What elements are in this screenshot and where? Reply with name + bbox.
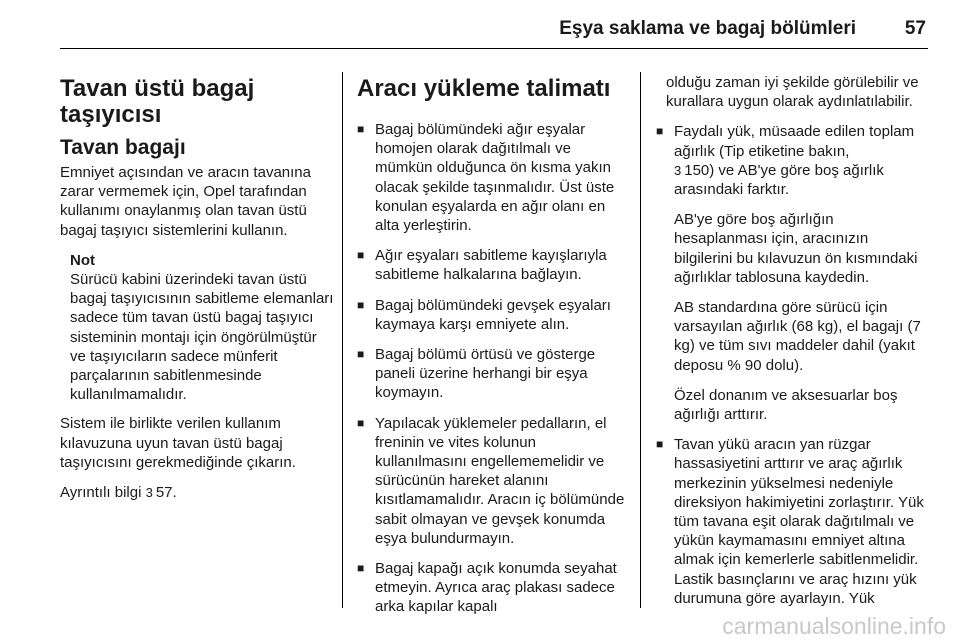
list-item: [357, 296, 629, 334]
bullet-icon: ■: [357, 415, 365, 430]
column-middle: [357, 70, 629, 628]
list-item-text: 150) ve AB'ye göre boş ağırlık arasındaki farktır.: [674, 161, 884, 199]
sub-paragraph: AB'ye göre boş ağırlığın hesaplanması için, aracınızın bilgilerini bu kılavuzun ön kısmındaki ağırlıklar tablosuna kaydedin.: [674, 211, 918, 286]
column-divider: [640, 72, 641, 608]
bullet-icon: ■: [656, 437, 664, 452]
list-item-text: Ağır eşyaları sabitleme kayışlarıyla sabitleme halkalarına bağlayın.: [375, 247, 607, 284]
list-item: [357, 246, 629, 284]
list-item-text: Bagaj bölümündeki ağır eşyalar homojen olarak dağıtılmalı ve mümkün olduğunca ön kısma yakın olacak şekilde taşınmalıdır. Üst üste konulan eşyalarda en ağır olanı en alta yerleştirin.: [375, 121, 615, 235]
list-item-text: Tavan yükü aracın yan rüzgar hassasiyetini arttırır ve araç ağırlık merkezinin yükselmesi nedeniyle direksiyon hakimiyetini zorlaştırır. Yük tüm tavana eşit olarak dağıtılmalı ve yükün kaymamasını emniyet altına almak için kemerlerle sabitlenmelidir. Lastik basınçlarını ve araç hızını yük durumuna göre ayarlayın. Yük: [674, 436, 924, 607]
bullet-icon: ■: [357, 347, 365, 362]
column-divider: [342, 72, 343, 608]
sub-paragraph: AB standardına göre sürücü için varsayılan ağırlık (68 kg), el bagajı (7 kg) ve tüm sıvı maddeler dahil (yakıt deposu % 90 dolu).: [674, 299, 921, 374]
list-item-text: Faydalı yük, müsaade edilen toplam ağırlık (Tip etiketine bakın,: [674, 123, 915, 160]
page-ref-arrow-icon[interactable]: 3: [674, 162, 682, 178]
list-item: [656, 435, 926, 608]
list-item: [357, 120, 629, 235]
page-header: [60, 12, 928, 49]
list-item-text: Bagaj bölümü örtüsü ve gösterge paneli üzerine herhangi bir eşya koymayın.: [375, 346, 596, 402]
subsection-title: Tavan bagajı: [60, 136, 186, 159]
list-item: [656, 122, 926, 199]
page-number: 57: [904, 18, 926, 39]
list-item-text: Bagaj bölümündeki gevşek eşyaları kaymaya karşı emniyete alın.: [375, 296, 611, 333]
continuation-text: olduğu zaman iyi şekilde görülebilir ve kurallara uygun olarak aydınlatılabilir.: [666, 74, 919, 111]
detail-reference: [60, 483, 335, 502]
column-right: [656, 73, 926, 619]
intro-paragraph: Emniyet açısından ve aracın tavanına zarar vermemek için, Opel tarafından kullanımı onaylanmış olan tavan üstü bagaj taşıyıcı sistemlerini kullanın.: [60, 164, 311, 239]
bullet-list: [656, 435, 926, 608]
paragraph: Sistem ile birlikte verilen kullanım kılavuzuna uyun tavan üstü bagaj taşıyıcısını gerekmediğinde çıkarın.: [60, 415, 296, 471]
sub-paragraph: Özel donanım ve aksesuarlar boş ağırlığı arttırır.: [674, 386, 898, 424]
section-title: Tavan üstü bagaj taşıyıcısı: [60, 75, 255, 128]
note-text: Sürücü kabini üzerindeki tavan üstü bagaj taşıyıcısının sabitleme elemanları sadece tüm tavan üstü bagaj taşıyıcı sisteminin montajı için öngörülmüştür ve taşıyıcıların sadece münferit parçalarının sabitlenmesinde kullanılmamalıdır.: [70, 271, 334, 404]
detail-page-link[interactable]: 57.: [155, 484, 177, 502]
bullet-list: [357, 120, 629, 617]
note-block: [60, 251, 335, 405]
bullet-icon: ■: [357, 561, 365, 576]
bullet-icon: ■: [357, 297, 365, 312]
bullet-icon: ■: [357, 248, 365, 263]
section-title: Aracı yükleme talimatı: [357, 75, 611, 102]
list-item-text: Yapılacak yüklemeler pedalların, el freninin ve vites kolunun kullanılmasını engellememelidir ve sürücünün hareket alanını kısıtlamamalıdır. Aracın iç bölümünde sabit olmayan ve gevşek konumda eşya bulundurmayın.: [375, 414, 625, 547]
bullet-icon: ■: [357, 122, 365, 136]
bullet-icon: ■: [656, 124, 664, 139]
page-ref-arrow-icon[interactable]: 3: [145, 485, 153, 501]
list-item-text: Bagaj kapağı açık konumda seyahat etmeyin. Ayrıca araç plakası sadece arka kapılar kapalı: [375, 560, 617, 616]
header-title: Eşya saklama ve bagaj bölümleri: [559, 18, 856, 39]
note-label: Not: [70, 251, 95, 269]
list-item: [357, 414, 629, 548]
detail-prefix: Ayrıntılı bilgi: [60, 484, 142, 502]
list-item: [357, 559, 629, 617]
list-item: [357, 345, 629, 403]
column-left: [60, 70, 335, 513]
bullet-list: [656, 122, 926, 199]
watermark: carmanualsonline.info: [722, 613, 946, 639]
